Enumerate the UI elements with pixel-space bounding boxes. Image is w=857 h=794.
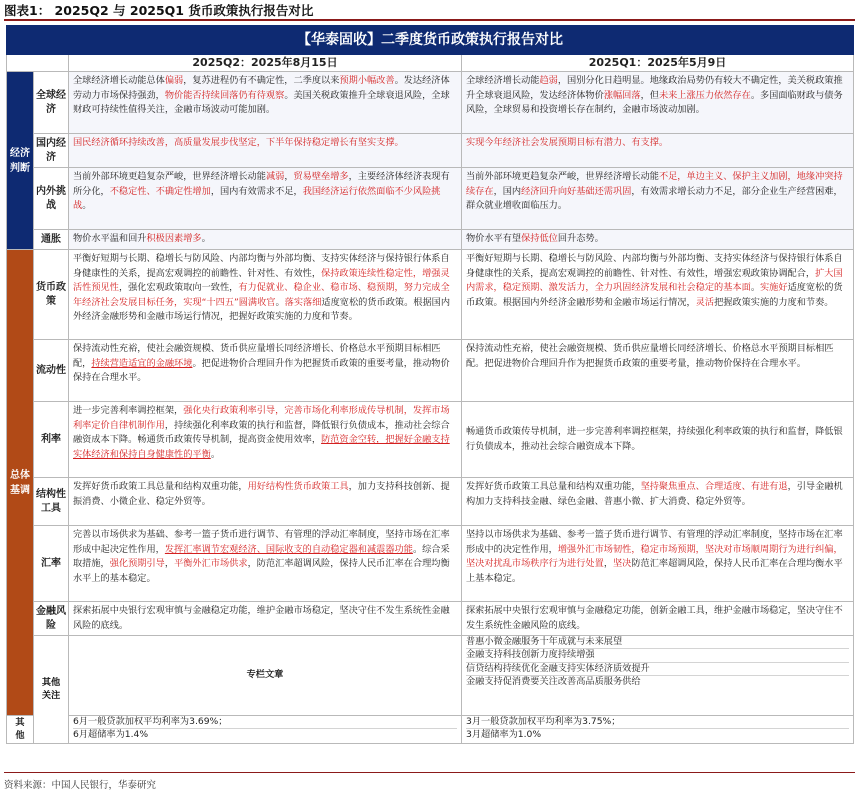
body-text: 适度宽松的货币政策。根据国内外经济金融形势和金融市场运行情况，把握好政策实施的力度和节奏。 bbox=[73, 296, 451, 322]
body-text: 平衡好短期与长期、稳增长与防风险、内部均衡与外部均衡、支持实体经济与保持银行体系自身健康性的关系，提高宏观调控的前瞻性、针对性、有效性， bbox=[73, 253, 450, 279]
body-text: ， bbox=[603, 558, 613, 569]
body-text: ，但 bbox=[640, 89, 659, 101]
body-text: 当前外部环境更趋复杂严峻，世界经济增长动能 bbox=[73, 171, 266, 182]
row-label-misc: 其他 bbox=[7, 716, 34, 744]
q2-rates-text bbox=[69, 402, 462, 478]
highlight-text: 落实落细 bbox=[284, 296, 322, 308]
highlight-text: 不稳定性、不确定性增加 bbox=[109, 185, 211, 197]
body-text: 。 bbox=[210, 448, 220, 460]
row-label-structural: 结构性工具 bbox=[34, 478, 69, 526]
column-header-q2: 2025Q2：2025年8月15日 bbox=[69, 55, 462, 72]
list-item: 信贷结构持续优化金融支持实体经济质效提升 bbox=[466, 663, 849, 676]
highlight-text: 扩大国内需求，稳定预期、激发活力，全力巩固经济发展和社会稳定的基本面 bbox=[466, 267, 843, 293]
highlight-text: 贸易壁垒增多 bbox=[293, 171, 349, 182]
list-item: 3月超储率为1.0% bbox=[466, 729, 542, 741]
q2-risk-text bbox=[69, 602, 462, 636]
q2-inflation-text bbox=[69, 230, 462, 250]
highlight-text: 用好结构性货币政策工具 bbox=[247, 481, 349, 492]
highlight-text: 保持低位 bbox=[521, 233, 558, 244]
body-text: 。综合采取措施， bbox=[73, 543, 450, 569]
q2-monetary-text bbox=[69, 250, 462, 340]
highlight-text: 我国经济运行依然面临不少风险挑战 bbox=[73, 185, 441, 211]
body-text: 保持流动性充裕，使社会融资规模、货币供应量增长同经济增长、价格总水平预期目标相匹配， bbox=[73, 343, 441, 369]
row-label-liquidity: 流动性 bbox=[34, 340, 69, 402]
body-text: 物价水平有望 bbox=[466, 233, 522, 244]
table-banner: 【华泰固收】二季度货币政策执行报告对比 bbox=[7, 26, 854, 55]
body-text: 全球经济增长动能总体 bbox=[73, 75, 165, 86]
body-text: 。 bbox=[82, 200, 92, 211]
body-text: ，国内 bbox=[493, 185, 522, 197]
highlight-text: 未来上涨压力依然存在 bbox=[658, 89, 751, 101]
q2-challenges-text bbox=[69, 168, 462, 230]
row-label-inflation: 通胀 bbox=[34, 230, 69, 250]
body-text: ，国别分化日趋明显。地缘政治局势仍有较大不确定性，美关税政策推升全球衰退风险，发达经济体物价 bbox=[466, 75, 843, 101]
category-policy: 总体基调 bbox=[7, 250, 34, 716]
body-text: ，有效需求增长动力不足，部分企业生产经营困难，群众就业增收面临压力。 bbox=[466, 185, 843, 211]
figure-title: 图表1： 2025Q2 与 2025Q1 货币政策执行报告对比 bbox=[4, 1, 855, 21]
highlight-text: 实施好 bbox=[760, 282, 788, 293]
q1-misc-list bbox=[462, 716, 854, 744]
highlight-text: 坚决 bbox=[613, 558, 632, 569]
q1-rates-text bbox=[462, 402, 854, 478]
highlight-text: 防范资金空转，把握好金融支持实体经济和保持自身健康性的平衡 bbox=[73, 434, 450, 460]
corner-cell bbox=[7, 55, 69, 72]
q1-challenges-text bbox=[462, 168, 854, 230]
list-item: 6月一般贷款加权平均利率为3.69%； bbox=[73, 716, 457, 729]
row-label-challenges: 内外挑战 bbox=[34, 168, 69, 230]
row-label-risk: 金融风险 bbox=[34, 602, 69, 636]
q1-domestic-text bbox=[462, 134, 854, 168]
q1-risk-text bbox=[462, 602, 854, 636]
row-label-fx: 汇率 bbox=[34, 526, 69, 602]
body-text: 保持流动性充裕，使社会融资规模、货币供应量增长同经济增长、价格总水平预期目标相匹配。把促进物价合理回升作为把握货币政策的重要考量，推动物价保持在合理水平。 bbox=[466, 343, 834, 369]
q2-fx-text bbox=[69, 526, 462, 602]
body-text: 探索拓展中央银行宏观审慎与金融稳定功能，创新金融工具，维护金融市场稳定，坚决守住不发生系统性金融风险的底线。 bbox=[466, 605, 843, 631]
highlight-text: 强化央行政策利率引导，完善市场化利率形成传导机制，发挥市场利率定价自律机制作用 bbox=[73, 405, 450, 431]
body-text: 探索拓展中央银行宏观审慎与金融稳定功能，维护金融市场稳定，坚决守住不发生系统性金融风险的底线。 bbox=[73, 605, 450, 631]
q1-liquidity-text bbox=[462, 340, 854, 402]
body-text: 发挥好货币政策工具总量和结构双重功能， bbox=[466, 481, 641, 492]
q1-global-text bbox=[462, 72, 854, 134]
highlight-text: 涨幅回落 bbox=[603, 89, 641, 101]
body-text: 发挥好货币政策工具总量和结构双重功能， bbox=[73, 481, 248, 492]
comparison-table bbox=[6, 25, 853, 744]
highlight-text: 预期小幅改善 bbox=[339, 75, 395, 86]
highlight-text: 经济回升向好基础还需巩固 bbox=[521, 185, 632, 197]
list-item: 3月一般贷款加权平均利率为3.75%； bbox=[466, 716, 849, 729]
q2-misc-list bbox=[69, 716, 462, 744]
highlight-text: 平衡外汇市场供求 bbox=[174, 558, 248, 569]
highlight-text: 物价能否持续回落仍有待观察 bbox=[164, 89, 285, 101]
list-item: 6月超储率为1.4% bbox=[73, 729, 149, 741]
highlight-text: 积极因素增多 bbox=[146, 233, 202, 244]
body-text: 。发达经济体劳动力市场保持强劲， bbox=[73, 75, 450, 101]
q2-structural-text bbox=[69, 478, 462, 526]
row-label-monetary: 货币政策 bbox=[34, 250, 69, 340]
body-text: 平衡好短期与长期、稳增长与防风险、内部均衡与外部均衡、支持实体经济与保持银行体系自身健康性的关系，提高宏观调控的前瞻性、针对性、有效性，增强宏观政策协调配合， bbox=[466, 253, 843, 279]
body-text: ，引导金融机构加力支持科技金融、绿色金融、普惠小微、扩大消费、稳定外贸等。 bbox=[466, 481, 843, 507]
highlight-text: 灵活 bbox=[695, 296, 715, 308]
list-item: 普惠小微金融服务十年成就与未来展望 bbox=[466, 636, 849, 649]
column-header-q1: 2025Q1：2025年5月9日 bbox=[462, 55, 854, 72]
q1-monetary-text bbox=[462, 250, 854, 340]
highlight-text: 强化预期引导 bbox=[109, 558, 165, 569]
body-text: ，防范汇率超调风险，保持人民币汇率在合理均衡水平上的基本稳定。 bbox=[73, 558, 450, 584]
body-text: ，国内有效需求不足， bbox=[210, 185, 303, 197]
list-item: 金融支持促消费要关注改善高品质服务供给 bbox=[466, 675, 641, 687]
body-text: ，主要经济体经济表现有所分化， bbox=[73, 171, 450, 197]
body-text: 完善以市场供求为基础、参考一篮子货币进行调节、有管理的浮动汇率制度，坚持市场在汇率形成中起决定性作用， bbox=[73, 529, 450, 555]
q2-global-text bbox=[69, 72, 462, 134]
body-text: 当前外部环境更趋复杂严峻，世界经济增长动能 bbox=[466, 171, 659, 182]
highlight-text: 发挥汇率调节宏观经济、国际收支的自动稳定器和减震器功能 bbox=[164, 543, 413, 555]
q1-fx-text bbox=[462, 526, 854, 602]
row-label-global: 全球经济 bbox=[34, 72, 69, 134]
body-text: 坚持以市场供求为基础、参考一篮子货币进行调节、有管理的浮动汇率制度，坚持市场在汇率形成中的决定性作用， bbox=[466, 529, 843, 555]
body-text: ， bbox=[164, 558, 175, 569]
body-text: 。美国关税政策推升全球衰退风险，全球财政可持续性值得关注，金融市场波动可能加剧。 bbox=[73, 89, 450, 115]
highlight-text: 增强外汇市场韧性，稳定市场预期，坚决对市场顺周期行为进行纠偏，坚决对扰乱市场秩序行为进行处置 bbox=[466, 543, 843, 569]
body-text: 畅通货币政策传导机制，进一步完善利率调控框架，持续强化利率政策的执行和监督，降低银行负债成本，推动社会综合融资成本下降。 bbox=[466, 426, 843, 452]
body-text: ，强化宏观政策取向一致性， bbox=[118, 282, 239, 293]
body-text: ，加力支持科技创新、提振消费、小微企业、稳定外贸等。 bbox=[73, 481, 450, 507]
row-label-domestic: 国内经济 bbox=[34, 134, 69, 168]
source-note: 资料来源：中国人民银行，华泰研究 bbox=[4, 780, 157, 791]
q2-liquidity-text bbox=[69, 340, 462, 402]
highlight-text: 国民经济循环持续改善，高质量发展步伐坚定，下半年保持稳定增长有坚实支撑。 bbox=[73, 137, 404, 148]
body-text: 回升态势。 bbox=[557, 233, 604, 244]
list-item: 金融支持科技创新力度持续增强 bbox=[466, 649, 849, 662]
highlight-text: 偏弱 bbox=[164, 75, 184, 86]
body-text: 。 bbox=[201, 233, 211, 244]
category-other: 其他关注 bbox=[34, 636, 69, 744]
body-text: 适度宽松的货币政策。根据国内外经济金融形势和金融市场运行情况， bbox=[466, 282, 843, 308]
row-label-topics: 专栏文章 bbox=[69, 636, 462, 716]
body-text: 。把促进物价合理回升作为把握货币政策的重要考量，推动物价保持在合理水平。 bbox=[73, 357, 450, 383]
highlight-text: 坚持聚焦重点、合理适度、有进有退 bbox=[640, 481, 788, 492]
body-text: 防范汇率超调风险，保持人民币汇率在合理均衡水平上基本稳定。 bbox=[466, 558, 843, 584]
body-text: 全球经济增长动能 bbox=[466, 75, 540, 86]
q1-inflation-text bbox=[462, 230, 854, 250]
body-text: 。 bbox=[275, 296, 285, 308]
body-text: ， bbox=[284, 171, 294, 182]
highlight-text: 实现今年经济社会发展预期目标有潜力、有支撑。 bbox=[466, 137, 669, 148]
body-text: 物价水平温和回升 bbox=[73, 233, 147, 244]
body-text: 。多国面临财政与债务风险，全球贸易和投资增长存在制约，金融市场波动加剧。 bbox=[466, 89, 843, 115]
highlight-text: 减弱 bbox=[265, 171, 285, 182]
q1-structural-text bbox=[462, 478, 854, 526]
body-text: ，复苏进程仍有不确定性，二季度以来 bbox=[183, 75, 340, 86]
q2-domestic-text bbox=[69, 134, 462, 168]
body-text: 把握政策实施的力度和节奏。 bbox=[714, 296, 834, 308]
highlight-text: 有力促就业、稳企业、稳市场、稳预期，努力完成全年经济社会发展目标任务，实现“十四五”圆满收官 bbox=[73, 282, 450, 308]
body-text: ，持续强化利率政策的执行和监督，降低银行负债成本，推动社会综合融资成本下降。畅通货币政策传导机制，提高资金使用效率， bbox=[73, 419, 450, 445]
body-text: 。 bbox=[750, 282, 760, 293]
q2-topics-list bbox=[462, 636, 854, 716]
highlight-text: 趋弱 bbox=[539, 75, 558, 86]
row-label-rates: 利率 bbox=[34, 402, 69, 478]
highlight-text: 保持政策连续性稳定性，增强灵活性预见性 bbox=[73, 267, 450, 293]
highlight-text: 持续营造适宜的金融环境 bbox=[91, 357, 193, 369]
highlight-text: 不足，单边主义、保护主义加剧，地缘冲突持续存在 bbox=[466, 171, 843, 197]
bottom-rule bbox=[4, 772, 855, 773]
body-text: 进一步完善利率调控框架， bbox=[73, 405, 184, 416]
category-economy: 经济判断 bbox=[7, 72, 34, 250]
